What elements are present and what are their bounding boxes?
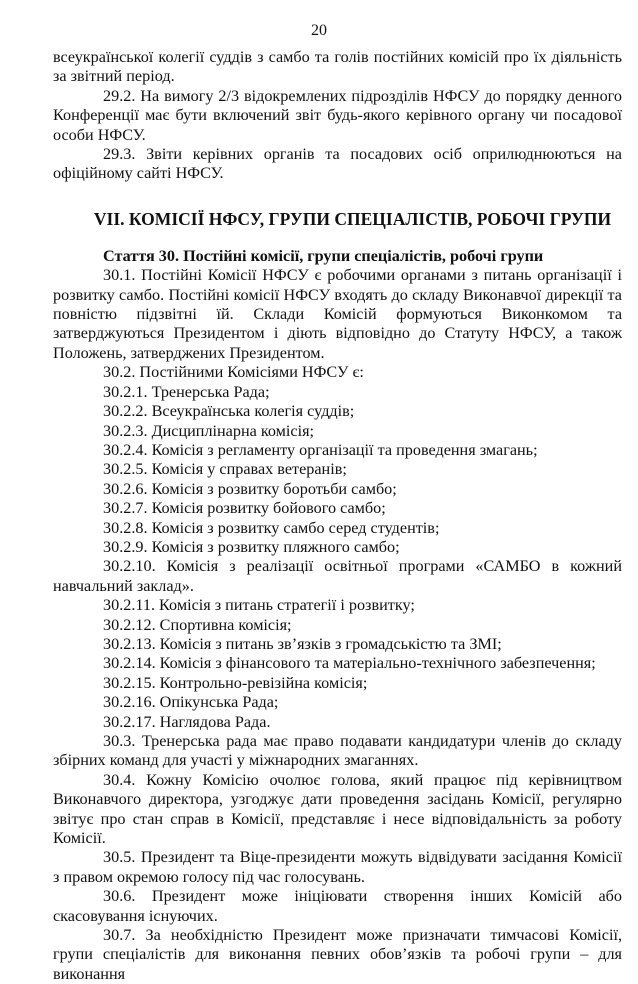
list-item: 30.2.6. Комісія з розвитку боротьби самбо; <box>103 479 397 498</box>
list-item: 30.2.12. Спортивна комісія; <box>103 615 292 634</box>
paragraph-30-5: 30.5. Президент та Віце-президенти можуть відвідувати засідання Комісії з правом окремою голосу під час голосувань. <box>53 848 622 886</box>
commission-list <box>53 383 622 558</box>
list-item: 30.2.2. Всеукраїнська колегія суддів; <box>103 402 355 421</box>
paragraph-30-3: 30.3. Тренерська рада має право подавати кандидатури членів до складу збірних команд для участі у міжнародних змаганнях. <box>53 732 622 770</box>
paragraph-continuation: всеукраїнської колегії суддів з самбо та голів постійних комісій про їх діяльність за звітний період. <box>53 48 622 86</box>
document-page <box>53 0 622 984</box>
article-heading: Стаття 30. Постійні комісії, групи спеціалістів, робочі групи <box>103 246 544 265</box>
list-item: 30.2.3. Дисциплінарна комісія; <box>103 421 315 440</box>
paragraph-30-6: 30.6. Президент може ініціювати створення інших Комісій або скасовування існуючих. <box>53 887 622 925</box>
list-item: 30.2.15. Контрольно-ревізійна комісія; <box>103 673 368 692</box>
list-item: 30.2.9. Комісія з розвитку пляжного самбо; <box>103 537 400 556</box>
paragraph-30-4: 30.4. Кожну Комісію очолює голова, який працює під керівництвом Виконавчого директора, узгоджує дати проведення засідань Комісії, регулярно звітує про стан справ в Комісії, представляє і несе відповідальність за роботу Комісії. <box>53 770 622 848</box>
paragraph-30-1: 30.1. Постійні Комісії НФСУ є робочими органами з питань організації і розвитку самбо. Постійні комісії НФСУ входять до складу Виконавчої дирекції та повністю підзвітні їй. Склади Комісій формуються Виконкомом та затверджуються Президентом і діють відповідно до Статуту НФСУ, а також Положень, затверджених Президентом. <box>53 266 622 362</box>
list-item: 30.2.7. Комісія розвитку бойового самбо; <box>103 499 386 518</box>
list-item: 30.2.5. Комісія у справах ветеранів; <box>103 460 347 479</box>
paragraph-30-2: 30.2. Постійними Комісіями НФСУ є: <box>103 363 364 382</box>
commission-list-2 <box>53 596 622 732</box>
list-item: 30.2.1. Тренерська Рада; <box>103 382 270 401</box>
page-number: 20 <box>311 22 327 39</box>
list-item: 30.2.13. Комісія з питань зв’язків з громадськістю та ЗМІ; <box>103 634 502 653</box>
list-item: 30.2.4. Комісія з регламенту організації та проведення змагань; <box>103 440 538 459</box>
list-item: 30.2.11. Комісія з питань стратегії і розвитку; <box>103 596 415 615</box>
list-item: 30.2.17. Наглядова Рада. <box>103 712 271 731</box>
list-item: 30.2.16. Опікунська Рада; <box>103 693 279 712</box>
paragraph-29-2: 29.2. На вимогу 2/3 відокремлених підрозділів НФСУ до порядку денного Конференції має бути включений звіт будь-якого керівного органу чи посадової особи НФСУ. <box>53 86 622 144</box>
paragraph-29-3: 29.3. Звіти керівних органів та посадових осіб оприлюднюються на офіційному сайті НФСУ. <box>53 145 622 183</box>
list-item: 30.2.8. Комісія з розвитку самбо серед студентів; <box>103 518 440 537</box>
list-item: 30.2.14. Комісія з фінансового та матеріально-технічного забезпечення; <box>103 654 596 673</box>
paragraph-30-2-10: 30.2.10. Комісія з реалізації освітньої програми «САМБО в кожний навчальний заклад». <box>53 557 622 595</box>
paragraph-30-7: 30.7. За необхідністю Президент може призначати тимчасові Комісії, групи спеціалістів для виконання певних обов’язків та робочі групи – для виконання <box>53 926 622 983</box>
section-heading: VII. КОМІСІЇ НФСУ, ГРУПИ СПЕЦІАЛІСТІВ, РОБОЧІ ГРУПИ <box>93 208 612 229</box>
